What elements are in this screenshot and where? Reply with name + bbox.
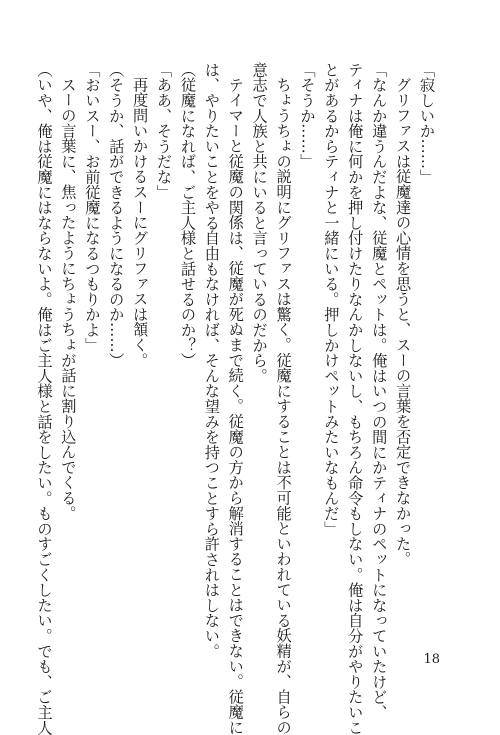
page-number: 18 [423,652,440,667]
text-line: 意志で人族と共にいると言っているのだから。 [250,62,269,384]
text-line: は、やりたいことをやる自由もなければ、そんな望みを持つことすら許されはしない。 [202,62,221,659]
text-line: 「そうか……」 [298,62,317,170]
text-line: 「おいスー、お前従魔になるつもりかよ」 [83,62,102,353]
text-line: （そうか、話ができるようになるのか……） [107,62,126,368]
text-line: テイマーと従魔の関係は、従魔が死ぬまで続く。従魔の方から解消することはできない。従魔に [226,77,245,735]
text-line: 「ああ、そうだな」 [155,62,174,200]
text-line: 再度問いかけるスーにグリファスは頷く。 [131,77,150,368]
text-line: グリファスは従魔達の心情を思うと、スーの言葉を否定できなかった。 [394,77,413,567]
text-line: スーの言葉に、焦ったようにちょうちょが話に割り込んでくる。 [59,77,78,521]
text-line: 「なんか違うんだよな、従魔とペットは。俺はいつの間にかティナのペットになっていたけど、 [370,62,389,720]
text-line: ティナは俺に何かを押し付けたりなんかしないし、もちろん命令もしない。俺は自分がやりたいこ [346,62,365,735]
text-line: とがあるからティナと一緒にいる。押しかけペットみたいなもんだ」 [322,62,341,537]
text-line: （いや、俺は従魔にはならないよ。俺はご主人様と話をしたい。ものすごくしたい。でも、ご主人 [35,62,54,735]
text-line: （従魔になれば、ご主人様と話せるのか？） [178,62,197,368]
text-line: 「寂しいか……」 [418,62,436,185]
text-line: ちょうちょの説明にグリファスは驚く。従魔にすることは不可能といわれている妖精が、自らの [274,77,293,735]
